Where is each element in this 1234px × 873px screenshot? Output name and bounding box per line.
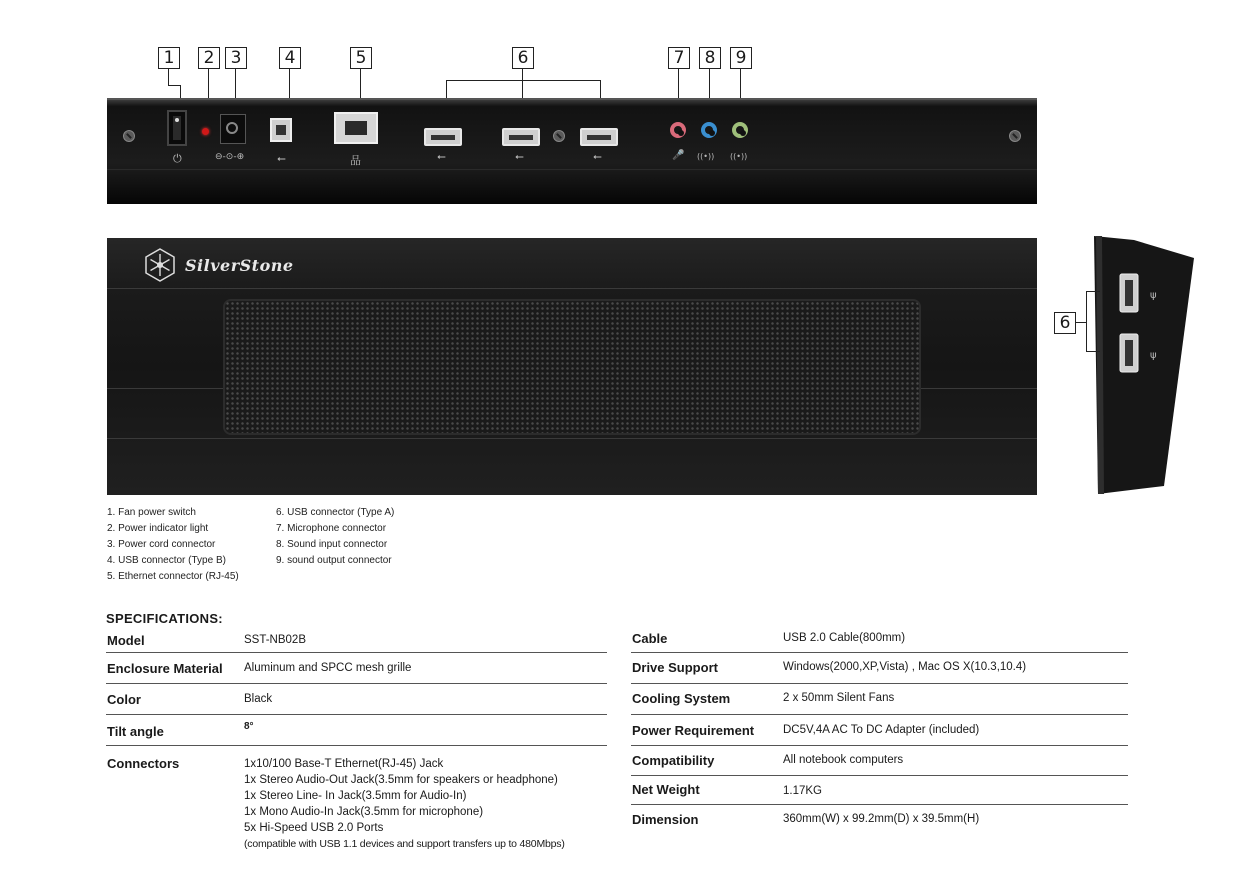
spec-value: 1.17KG (783, 785, 822, 797)
spec-row-divider (631, 652, 1128, 653)
power-symbol-icon: ⏻ (173, 152, 182, 165)
connector-line: (compatible with USB 1.1 devices and support transfers up to 480Mbps) (244, 838, 565, 850)
spec-value: Black (244, 693, 273, 705)
spec-label: Model (107, 633, 145, 648)
legend-item: 5. Ethernet connector (RJ-45) (107, 571, 239, 582)
spec-label: Power Requirement (632, 723, 755, 738)
legend-item: 4. USB connector (Type B) (107, 555, 226, 566)
legend-item: 3. Power cord connector (107, 539, 216, 550)
callout-3: 3 (225, 47, 247, 69)
usb-a-symbol-icon-2: ⭠ (515, 150, 524, 163)
brand-name: SilverStone (185, 255, 294, 275)
audio-in-symbol-icon: ((•)) (697, 152, 715, 161)
power-indicator-led (202, 128, 209, 135)
spec-row-divider (106, 714, 607, 715)
connector-line: 5x Hi-Speed USB 2.0 Ports (244, 822, 384, 834)
spec-value: SST-NB02B (244, 634, 306, 646)
snowflake-logo-icon (143, 248, 177, 282)
callout-9: 9 (730, 47, 752, 69)
legend-item: 2. Power indicator light (107, 523, 209, 534)
sound-input-jack (701, 122, 717, 138)
spec-label: Tilt angle (107, 724, 164, 739)
usb-type-a-port-3 (580, 128, 618, 146)
spec-row-divider (106, 683, 607, 684)
legend-item: 7. Microphone connector (276, 523, 387, 534)
leader-line-1 (168, 68, 169, 86)
network-symbol-icon: 品 (350, 154, 361, 167)
callout-6: 6 (512, 47, 534, 69)
leader-line-1b (168, 85, 180, 86)
front-panel-groove-top (107, 288, 1037, 289)
ethernet-port (334, 112, 378, 144)
spec-label: Cable (632, 631, 668, 646)
spec-row-divider (631, 683, 1128, 684)
legend-left (107, 505, 239, 585)
leader-line-6-stem (522, 68, 523, 80)
spec-label: Cooling System (632, 691, 731, 706)
spec-label: Enclosure Material (107, 661, 223, 676)
usb-b-symbol-icon: ⭠ (277, 152, 286, 165)
spec-value: Windows(2000,XP,Vista) , Mac OS X(10.3,10.4) (783, 661, 1027, 673)
rear-panel-base-strip (107, 169, 1037, 204)
side-leader-top (1086, 291, 1100, 292)
callout-7: 7 (668, 47, 690, 69)
screw-middle (553, 130, 565, 142)
power-cord-connector (220, 114, 246, 144)
callout-8: 8 (699, 47, 721, 69)
spec-row-divider (631, 775, 1128, 776)
spec-value: Aluminum and SPCC mesh grille (244, 662, 412, 674)
usb-type-a-port-2 (502, 128, 540, 146)
side-view-image (1094, 236, 1194, 496)
legend-right (276, 505, 394, 569)
spec-row-divider (631, 714, 1128, 715)
spec-label: Drive Support (632, 660, 718, 675)
screw-left (123, 130, 135, 142)
spec-label: Net Weight (632, 782, 700, 797)
microphone-jack (670, 122, 686, 138)
callout-5: 5 (350, 47, 372, 69)
spec-value: DC5V,4A AC To DC Adapter (included) (783, 724, 980, 736)
callout-4: 4 (279, 47, 301, 69)
side-leader-stem (1076, 322, 1086, 323)
spec-value: 360mm(W) x 99.2mm(D) x 39.5mm(H) (783, 813, 980, 825)
spec-row-divider (631, 745, 1128, 746)
spec-row-divider (631, 804, 1128, 805)
spec-label: Color (107, 692, 141, 707)
svg-text:ψ: ψ (1150, 290, 1157, 301)
legend-item: 6. USB connector (Type A) (276, 507, 395, 518)
rear-panel-image (107, 98, 1037, 204)
connectors-list (244, 756, 565, 852)
connector-line: 1x Stereo Line- In Jack(3.5mm for Audio-In) (244, 790, 467, 802)
front-panel-groove-bottom (107, 438, 1037, 439)
sound-output-jack (732, 122, 748, 138)
specifications-title: SPECIFICATIONS: (106, 611, 223, 626)
microphone-symbol-icon: 🎤 (672, 150, 685, 161)
usb-type-b-port (270, 118, 292, 142)
spec-label: Compatibility (632, 753, 715, 768)
callout-1: 1 (158, 47, 180, 69)
side-leader-bottom (1086, 351, 1100, 352)
front-panel-image (107, 238, 1037, 495)
callout-2: 2 (198, 47, 220, 69)
audio-out-symbol-icon: ((•)) (730, 152, 748, 161)
spec-value: USB 2.0 Cable(800mm) (783, 632, 906, 644)
legend-item: 1. Fan power switch (107, 507, 196, 518)
screw-right (1009, 130, 1021, 142)
leader-line-6-bar (446, 80, 600, 81)
connector-line: 1x10/100 Base-T Ethernet(RJ-45) Jack (244, 758, 444, 770)
connector-line: 1x Stereo Audio-Out Jack(3.5mm for speakers or headphone) (244, 774, 558, 786)
mesh-grille (223, 299, 921, 435)
usb-a-symbol-icon-1: ⭠ (437, 150, 446, 163)
svg-text:ψ: ψ (1150, 350, 1157, 361)
spec-value: All notebook computers (783, 754, 904, 766)
usb-type-a-port-1 (424, 128, 462, 146)
side-leader-bar (1086, 291, 1087, 351)
spec-label: Dimension (632, 812, 699, 827)
legend-item: 8. Sound input connector (276, 539, 388, 550)
usb-a-symbol-icon-3: ⭠ (593, 150, 602, 163)
connector-line: 1x Mono Audio-In Jack(3.5mm for microphone) (244, 806, 484, 818)
side-callout-6: 6 (1054, 312, 1076, 334)
silverstone-logo (143, 248, 294, 282)
spec-value: 8° (244, 721, 254, 732)
spec-label: Connectors (107, 756, 180, 771)
spec-row-divider (106, 745, 607, 746)
spec-value: 2 x 50mm Silent Fans (783, 692, 895, 704)
fan-power-switch (167, 110, 187, 146)
legend-item: 9. sound output connector (276, 555, 392, 566)
spec-row-divider (106, 652, 607, 653)
dc-polarity-icon: ⊖-⊙-⊕ (215, 152, 245, 162)
